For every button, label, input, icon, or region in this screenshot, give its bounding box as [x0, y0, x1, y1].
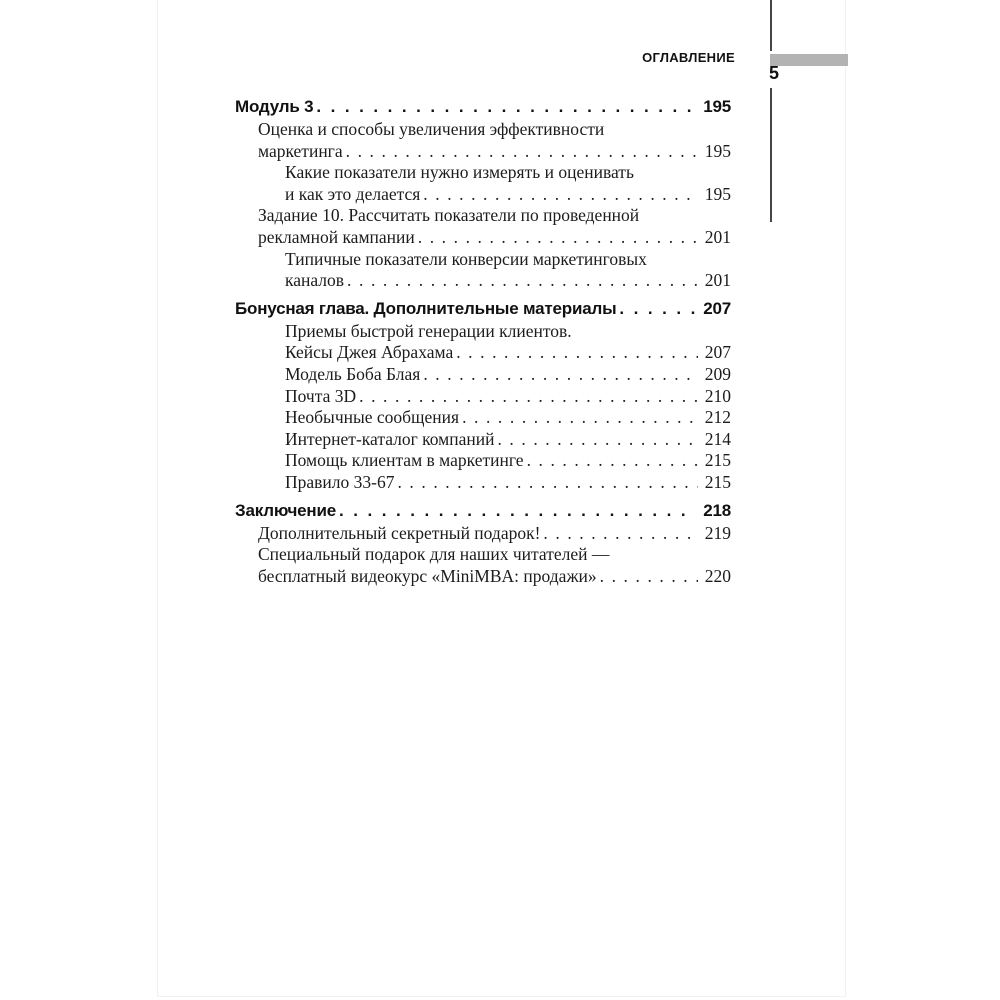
toc-section-row [235, 499, 731, 522]
toc-page-number: 209 [704, 363, 731, 384]
folio-bar [770, 54, 848, 66]
toc-entry-label: Помощь клиентам в маркетинге [285, 450, 524, 471]
toc-page-number: 212 [704, 407, 731, 428]
dot-leader [524, 450, 698, 472]
dot-leader [453, 342, 698, 364]
toc-entry-row [235, 472, 731, 494]
dot-leader [597, 566, 698, 588]
toc-entry-label: рекламной кампании [258, 226, 415, 247]
toc-page-number: 214 [704, 428, 731, 449]
toc-page-number: 215 [704, 450, 731, 471]
toc-page-number: 195 [704, 183, 731, 204]
toc-entry-row [235, 566, 731, 588]
dot-leader [344, 270, 698, 292]
toc-entry-row [235, 429, 731, 451]
toc-page-number: 220 [704, 565, 731, 586]
toc-entry-row [235, 270, 731, 292]
toc-entry-label: Необычные сообщения [285, 407, 460, 428]
toc-entry-row [235, 450, 731, 472]
toc-entry-label: Интернет-каталог компаний [285, 428, 495, 449]
toc-entry-row [235, 162, 731, 184]
dot-leader [343, 141, 698, 163]
dot-leader [356, 386, 698, 408]
dot-leader [420, 364, 697, 386]
folio-page-number: 5 [769, 63, 780, 83]
toc-entry-label: Задание 10. Рассчитать показатели по проведенной [258, 205, 640, 226]
dot-leader [420, 184, 697, 206]
toc-entry-label: маркетинга [258, 140, 343, 161]
toc-page-number: 215 [704, 471, 731, 492]
toc-entry-label: Правило 33-67 [285, 471, 395, 492]
toc-entry-row [235, 407, 731, 429]
toc-entry-row [235, 321, 731, 343]
toc-entry-row [235, 227, 731, 249]
toc-page-number: 195 [703, 97, 731, 116]
toc-entry-row [235, 544, 731, 566]
toc-entry-label: бесплатный видеокурс «MiniMBA: продажи» [258, 565, 597, 586]
toc-entry-label: Модель Боба Блая [285, 363, 421, 384]
toc-entry-label: Модуль 3 [235, 97, 314, 116]
toc-page-number: 210 [704, 385, 731, 406]
dot-leader [494, 429, 697, 451]
toc-page-number: 218 [703, 500, 731, 520]
toc-section-row [235, 95, 731, 118]
toc-entry-row [235, 205, 731, 227]
toc-entry-label: Кейсы Джея Абрахама [285, 342, 454, 363]
dot-leader [459, 407, 698, 429]
toc-entry-label: Дополнительный секретный подарок! [258, 522, 541, 543]
toc-entry-label: Почта 3D [285, 385, 357, 406]
dot-leader [336, 499, 696, 522]
toc-entry-label: и как это делается [285, 183, 421, 204]
toc-page-number: 201 [704, 270, 731, 291]
toc-entry-row [235, 386, 731, 408]
toc-page-number: 207 [704, 342, 731, 363]
toc-entry-label: Приемы быстрой генерации клиентов. [285, 320, 572, 341]
toc-page-number: 219 [704, 522, 731, 543]
dot-leader [616, 297, 696, 320]
toc-entry-label: Какие показатели нужно измерять и оценивать [285, 162, 634, 183]
dot-leader [394, 472, 697, 494]
toc-entry-row [235, 523, 731, 545]
toc-entry-row [235, 249, 731, 271]
toc-section-row [235, 297, 731, 320]
toc-entry-label: Типичные показатели конверсии маркетинговых [285, 248, 647, 269]
toc-page-number: 207 [703, 298, 731, 318]
toc-entry-label: Оценка и способы увеличения эффективности [258, 119, 605, 139]
toc-entry-row [235, 364, 731, 386]
toc-entry-label: Заключение [235, 500, 336, 520]
toc-entry-label: Специальный подарок для наших читателей — [258, 544, 610, 565]
toc-entry-label: каналов [285, 270, 345, 291]
toc-page-number: 195 [704, 140, 731, 161]
toc-list [235, 95, 731, 587]
running-header: ОГЛАВЛЕНИЕ [642, 50, 735, 65]
toc-entry-row [235, 141, 731, 163]
dot-leader [313, 95, 696, 118]
toc-entry-label: Бонусная глава. Дополнительные материалы [235, 298, 617, 318]
dot-leader [540, 523, 697, 545]
toc-entry-row [235, 342, 731, 364]
toc-entry-row [235, 184, 731, 206]
margin-rule-bottom [770, 88, 772, 222]
toc-entry-row [235, 119, 731, 141]
margin-rule-top [770, 0, 772, 51]
toc-page-number: 201 [704, 226, 731, 247]
dot-leader [415, 227, 698, 249]
